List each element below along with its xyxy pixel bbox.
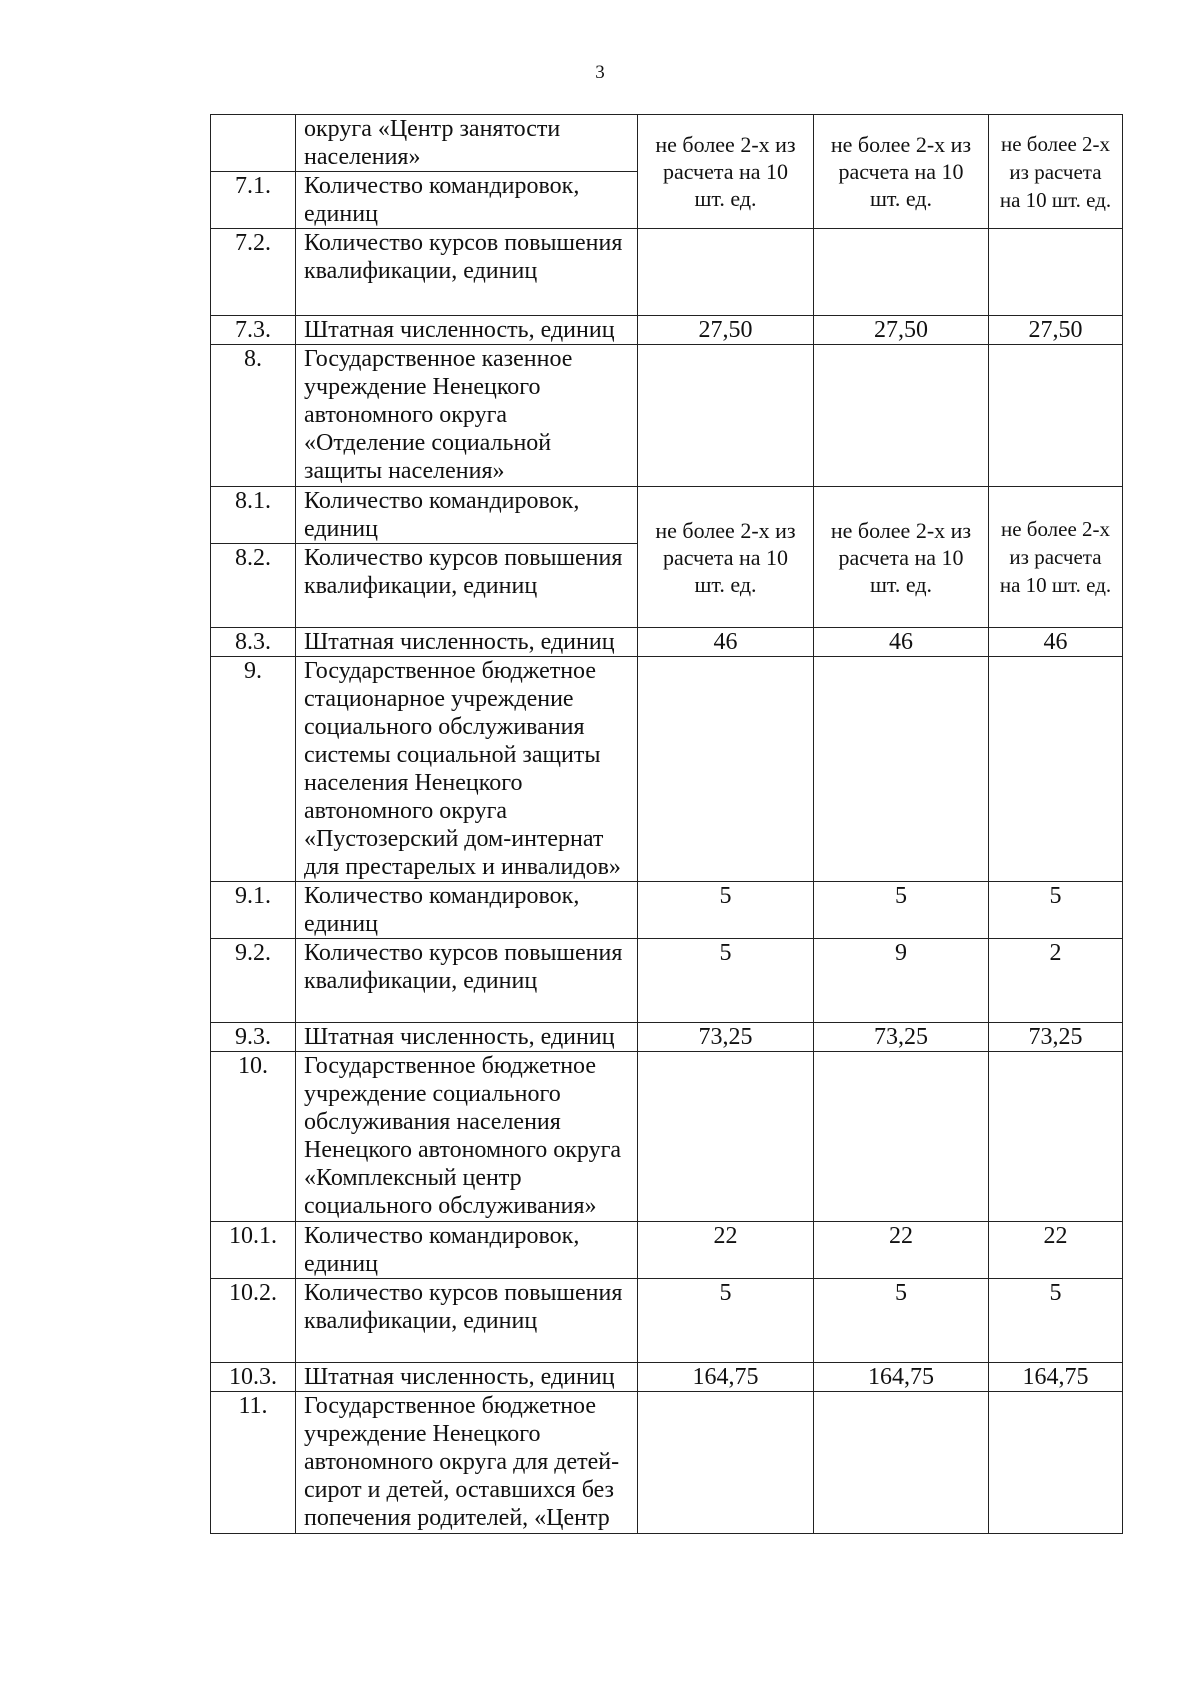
merged-value: не более 2-х из расчета на 10 шт. ед. — [638, 487, 814, 628]
cell-value: 5 — [989, 1279, 1123, 1363]
table-row — [211, 1023, 1123, 1052]
cell-value: 22 — [989, 1222, 1123, 1279]
table-row — [211, 657, 1123, 882]
row-name: Количество курсов повышения квалификации, единиц — [296, 229, 638, 316]
table-row — [211, 939, 1123, 1023]
cell-value: 27,50 — [638, 316, 814, 345]
cell-value: 5 — [989, 882, 1123, 939]
cell-value: 46 — [638, 628, 814, 657]
cell-value: 73,25 — [989, 1023, 1123, 1052]
cell-value: 164,75 — [814, 1363, 989, 1392]
table-row — [211, 1052, 1123, 1222]
cell-value: 5 — [638, 939, 814, 1023]
row-number: 9.2. — [211, 939, 296, 1023]
table-row — [211, 115, 1123, 172]
cell-value — [638, 229, 814, 316]
staffing-table — [210, 114, 1123, 1534]
row-name: Штатная численность, единиц — [296, 628, 638, 657]
row-name: Количество командировок, единиц — [296, 172, 638, 229]
row-number — [211, 115, 296, 172]
cell-value: 5 — [638, 882, 814, 939]
cell-value: 46 — [814, 628, 989, 657]
cell-value: 5 — [638, 1279, 814, 1363]
cell-value: 2 — [989, 939, 1123, 1023]
merged-value: не более 2-х из расчета на 10 шт. ед. — [989, 115, 1123, 229]
row-name: Количество командировок, единиц — [296, 1222, 638, 1279]
cell-value — [638, 1052, 814, 1222]
row-number: 10.2. — [211, 1279, 296, 1363]
cell-value — [638, 1392, 814, 1534]
row-number: 8.2. — [211, 544, 296, 628]
cell-value — [814, 1052, 989, 1222]
cell-value — [814, 1392, 989, 1534]
cell-value: 27,50 — [814, 316, 989, 345]
row-name: Государственное бюджетное учреждение социального обслуживания населения Ненецкого автономного округа «Комплексный центр социального обслуживания» — [296, 1052, 638, 1222]
row-number: 8. — [211, 345, 296, 487]
table-row — [211, 628, 1123, 657]
cell-value: 22 — [814, 1222, 989, 1279]
row-name: Государственное бюджетное учреждение Ненецкого автономного округа для детей-сирот и детей, оставшихся без попечения родителей, «Центр — [296, 1392, 638, 1534]
row-number: 8.1. — [211, 487, 296, 544]
row-name: Количество командировок, единиц — [296, 487, 638, 544]
cell-value — [989, 345, 1123, 487]
cell-value: 22 — [638, 1222, 814, 1279]
merged-value: не более 2-х из расчета на 10 шт. ед. — [638, 115, 814, 229]
row-name: Государственное бюджетное стационарное учреждение социального обслуживания системы социальной защиты населения Ненецкого автономного округа «Пустозерский дом-интернат для престарелых и инвалидов» — [296, 657, 638, 882]
page-number: 3 — [595, 62, 605, 83]
table-row — [211, 229, 1123, 316]
row-name: округа «Центр занятости населения» — [296, 115, 638, 172]
row-number: 10.1. — [211, 1222, 296, 1279]
row-number: 9. — [211, 657, 296, 882]
table-row — [211, 1222, 1123, 1279]
row-number: 10. — [211, 1052, 296, 1222]
cell-value: 27,50 — [989, 316, 1123, 345]
table-row — [211, 487, 1123, 544]
cell-value — [989, 229, 1123, 316]
table-row — [211, 345, 1123, 487]
cell-value: 5 — [814, 882, 989, 939]
row-name: Штатная численность, единиц — [296, 1023, 638, 1052]
cell-value: 164,75 — [638, 1363, 814, 1392]
row-name: Государственное казенное учреждение Ненецкого автономного округа «Отделение социальной защиты населения» — [296, 345, 638, 487]
row-number: 7.1. — [211, 172, 296, 229]
table-row — [211, 1363, 1123, 1392]
row-number: 8.3. — [211, 628, 296, 657]
row-number: 7.3. — [211, 316, 296, 345]
row-name: Количество командировок, единиц — [296, 882, 638, 939]
table-row — [211, 1279, 1123, 1363]
row-number: 9.3. — [211, 1023, 296, 1052]
merged-value: не более 2-х из расчета на 10 шт. ед. — [814, 487, 989, 628]
cell-value: 73,25 — [814, 1023, 989, 1052]
cell-value: 73,25 — [638, 1023, 814, 1052]
cell-value: 164,75 — [989, 1363, 1123, 1392]
row-name: Штатная численность, единиц — [296, 316, 638, 345]
row-number: 11. — [211, 1392, 296, 1534]
cell-value — [989, 1392, 1123, 1534]
row-number: 9.1. — [211, 882, 296, 939]
row-name: Количество курсов повышения квалификации, единиц — [296, 1279, 638, 1363]
cell-value — [989, 1052, 1123, 1222]
row-number: 10.3. — [211, 1363, 296, 1392]
row-name: Количество курсов повышения квалификации, единиц — [296, 939, 638, 1023]
cell-value: 46 — [989, 628, 1123, 657]
row-name: Штатная численность, единиц — [296, 1363, 638, 1392]
merged-value: не более 2-х из расчета на 10 шт. ед. — [814, 115, 989, 229]
cell-value — [814, 229, 989, 316]
cell-value: 5 — [814, 1279, 989, 1363]
row-number: 7.2. — [211, 229, 296, 316]
merged-value: не более 2-х из расчета на 10 шт. ед. — [989, 487, 1123, 628]
cell-value — [814, 345, 989, 487]
table-row — [211, 316, 1123, 345]
cell-value — [814, 657, 989, 882]
table-row — [211, 882, 1123, 939]
row-name: Количество курсов повышения квалификации, единиц — [296, 544, 638, 628]
cell-value — [638, 657, 814, 882]
table-row — [211, 1392, 1123, 1534]
cell-value — [638, 345, 814, 487]
cell-value: 9 — [814, 939, 989, 1023]
cell-value — [989, 657, 1123, 882]
